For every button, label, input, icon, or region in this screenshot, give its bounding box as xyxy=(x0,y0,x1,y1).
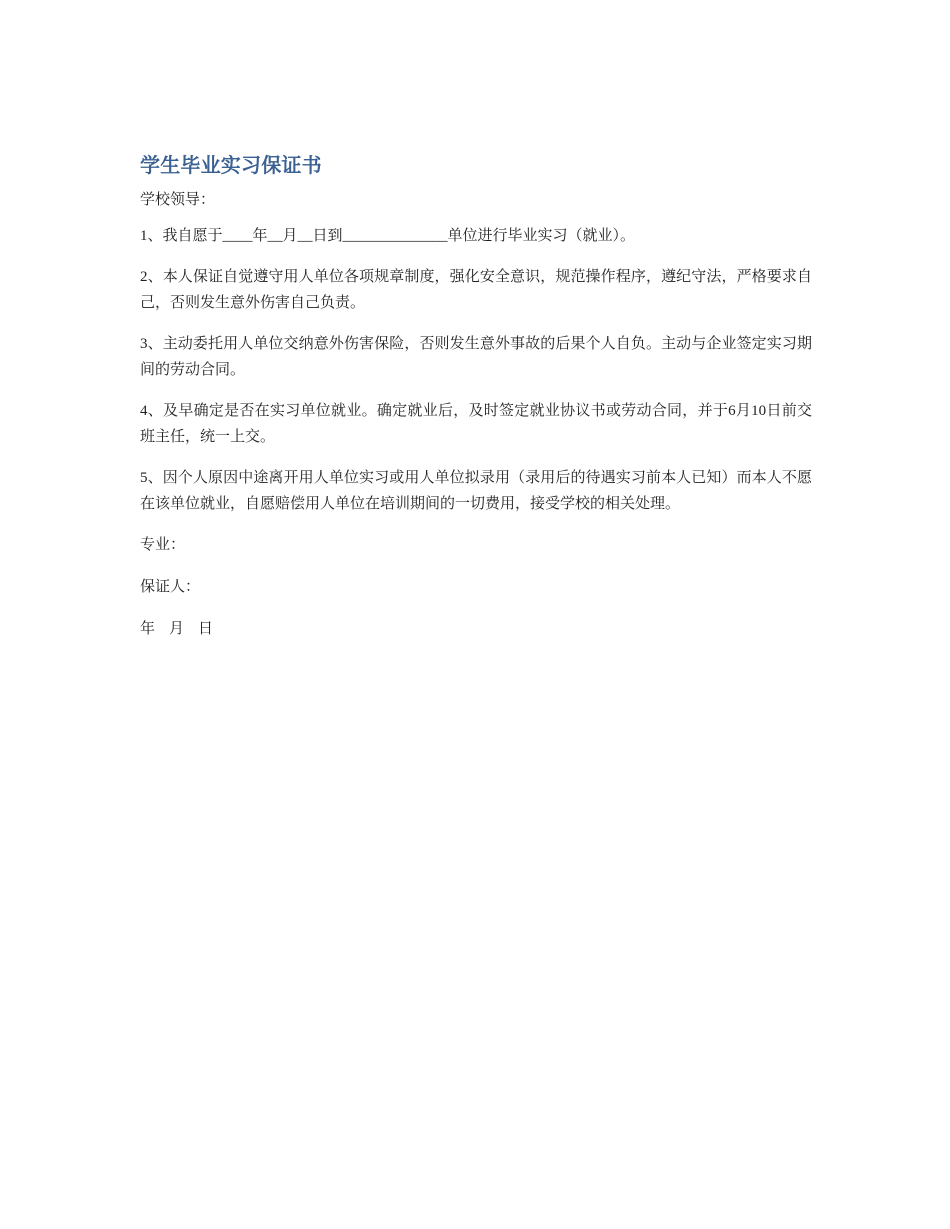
clause-3: 3、主动委托用人单位交纳意外伤害保险，否则发生意外事故的后果个人自负。主动与企业签定实习期间的劳动合同。 xyxy=(140,336,812,378)
document-title: 学生毕业实习保证书 xyxy=(140,153,322,177)
clause-2: 2、本人保证自觉遵守用人单位各项规章制度，强化安全意识，规范操作程序，遵纪守法，严格要求自己，否则发生意外伤害自己负责。 xyxy=(140,269,812,311)
date-year: 年 xyxy=(140,621,156,637)
clause-1: 1、我自愿于____年__月__日到______________单位进行毕业实习（就业）。 xyxy=(140,228,636,244)
guarantor-label: 保证人： xyxy=(140,579,201,595)
date-day: 日 xyxy=(198,621,214,637)
major-label: 专业： xyxy=(140,537,186,553)
date-month: 月 xyxy=(169,621,185,637)
clause-5: 5、因个人原因中途离开用人单位实习或用人单位拟录用（录用后的待遇实习前本人已知）而本人不愿在该单位就业，自愿赔偿用人单位在培训期间的一切费用，接受学校的相关处理。 xyxy=(140,470,812,512)
salutation: 学校领导： xyxy=(140,192,216,208)
document-body xyxy=(140,148,812,658)
clause-4: 4、及早确定是否在实习单位就业。确定就业后，及时签定就业协议书或劳动合同，并于6月10日前交班主任，统一上交。 xyxy=(140,403,812,445)
date-line xyxy=(140,616,812,642)
